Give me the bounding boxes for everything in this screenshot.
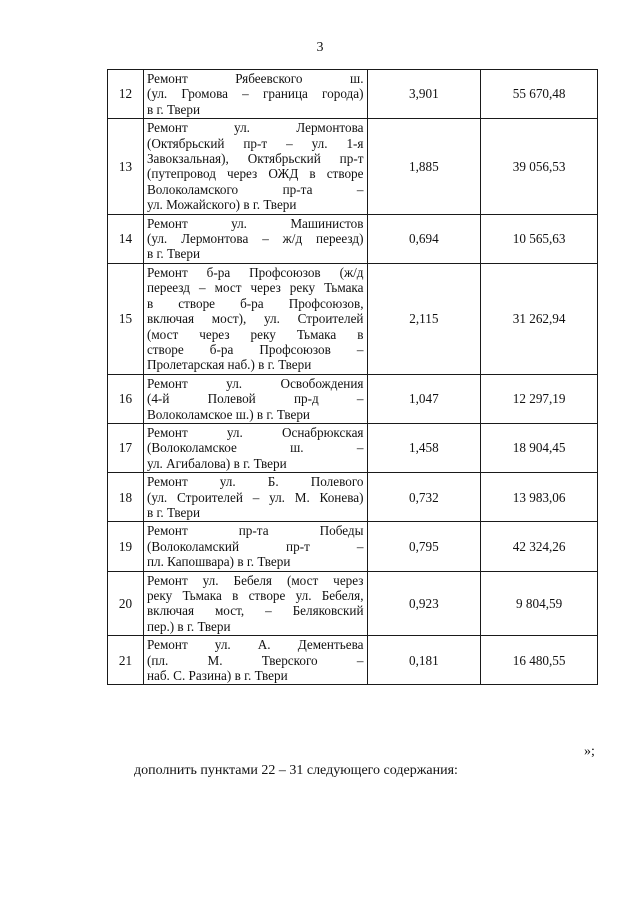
description-line: Волоколамского пр-та – [146,181,364,197]
row-description [143,119,367,214]
row-number: 20 [108,571,144,636]
row-number: 19 [108,522,144,571]
description-line: пл. Капошвара) в г. Твери [146,554,291,570]
description-line: Завокзальная), Октябрьский пр-т [146,151,364,167]
row-length-km: 1,047 [367,374,481,423]
description-line: включая мост), ул. Строителей [146,311,364,327]
table-row [108,636,598,685]
description-line: Ремонт ул. А. Дементьева [146,637,364,653]
description-line: Пролетарская наб.) в г. Твери [146,357,312,373]
description-line: в створе б-ра Профсоюзов, [146,295,364,311]
table-row [108,70,598,119]
description-line: (путепровод через ОЖД в створе [146,166,364,182]
row-number: 13 [108,119,144,214]
row-length-km: 0,795 [367,522,481,571]
row-cost: 31 262,94 [481,263,598,374]
description-line: Ремонт ул. Б. Полевого [146,474,364,490]
row-cost: 18 904,45 [481,423,598,472]
row-number: 21 [108,636,144,685]
row-description [143,70,367,119]
row-length-km: 2,115 [367,263,481,374]
description-line: створе б-ра Профсоюзов – [146,341,364,357]
description-line: Ремонт пр-та Победы [146,523,364,539]
description-line: (ул. Громова – граница города) [146,86,364,102]
row-description [143,423,367,472]
row-length-km: 3,901 [367,70,481,119]
description-line: в г. Твери [146,101,201,117]
description-line: (пл. М. Тверского – [146,652,364,668]
row-number: 17 [108,423,144,472]
row-cost: 9 804,59 [481,571,598,636]
description-line: (мост через реку Тьмака в [146,326,364,342]
row-description [143,374,367,423]
row-cost: 55 670,48 [481,70,598,119]
description-line: Ремонт ул. Лермонтова [146,120,364,136]
row-number: 16 [108,374,144,423]
description-line: Ремонт ул. Машинистов [146,215,364,231]
description-line: Ремонт Рябеевского ш. [146,71,364,86]
row-number: 12 [108,70,144,119]
page-number: 3 [316,40,324,55]
row-number: 18 [108,473,144,522]
row-description [143,636,367,685]
description-line: (Волоколамский пр-т – [146,538,364,554]
row-length-km: 0,923 [367,571,481,636]
row-length-km: 0,694 [367,214,481,263]
table-row [108,374,598,423]
description-line: ул. Агибалова) в г. Твери [146,455,287,471]
description-line: в г. Твери [146,246,201,262]
row-description [143,571,367,636]
description-line: (Октябрьский пр-т – ул. 1-я [146,135,364,151]
row-cost: 13 983,06 [481,473,598,522]
description-line: Ремонт ул. Освобождения [146,375,364,391]
description-line: Ремонт б-ра Профсоюзов (ж/д [146,264,364,280]
row-length-km: 0,732 [367,473,481,522]
row-description [143,214,367,263]
road-repair-table [107,69,598,685]
table-row [108,522,598,571]
description-line: переезд – мост через реку Тьмака [146,280,364,296]
row-description [143,522,367,571]
table-row [108,214,598,263]
closing-quote-mark: »; [584,744,595,759]
description-line: ул. Можайского) в г. Твери [146,197,297,213]
table-row [108,263,598,374]
table-body [108,70,598,685]
amendment-instruction: дополнить пунктами 22 – 31 следующего содержания: [134,763,458,778]
row-cost: 12 297,19 [481,374,598,423]
table-row [108,571,598,636]
description-line: в г. Твери [146,504,201,520]
row-length-km: 0,181 [367,636,481,685]
row-length-km: 1,458 [367,423,481,472]
row-description [143,473,367,522]
table-row [108,473,598,522]
table-row [108,423,598,472]
description-line: Ремонт ул. Бебеля (мост через [146,572,364,588]
description-line: Ремонт ул. Оснабрюкская [146,424,364,440]
description-line: (Волоколамское ш. – [146,440,364,456]
row-description [143,263,367,374]
description-line: (ул. Строителей – ул. М. Конева) [146,489,364,505]
description-line: реку Тьмака в створе ул. Бебеля, [146,588,364,603]
description-line: (4-й Полевой пр-д – [146,391,364,407]
description-line: включая мост, – Беляковский [146,603,364,619]
description-line: пер.) в г. Твери [146,618,231,634]
row-length-km: 1,885 [367,119,481,214]
row-number: 14 [108,214,144,263]
description-line: (ул. Лермонтова – ж/д переезд) [146,231,364,247]
row-number: 15 [108,263,144,374]
description-line: Волоколамское ш.) в г. Твери [146,406,310,422]
table-row [108,119,598,214]
row-cost: 39 056,53 [481,119,598,214]
description-line: наб. С. Разина) в г. Твери [146,668,288,684]
row-cost: 10 565,63 [481,214,598,263]
row-cost: 42 324,26 [481,522,598,571]
row-cost: 16 480,55 [481,636,598,685]
